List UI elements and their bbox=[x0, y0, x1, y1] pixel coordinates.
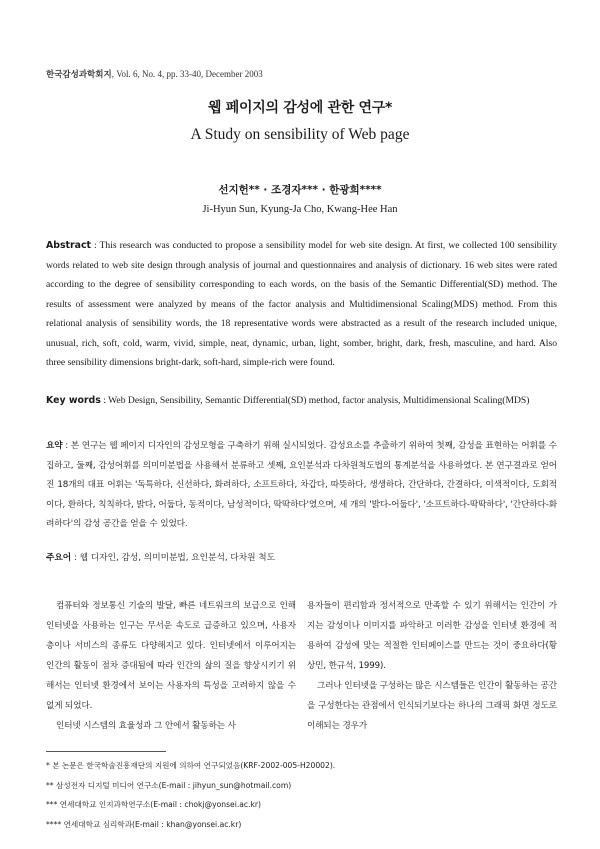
keywords-english bbox=[46, 392, 557, 410]
journal-citation bbox=[46, 68, 263, 80]
journal-name: 한국감성과학회지 bbox=[46, 70, 112, 80]
abstract-english bbox=[46, 236, 557, 373]
title-korean: 웹 페이지의 감성에 관한 연구* bbox=[207, 100, 392, 116]
journal-volume-info: , Vol. 6, No. 4, pp. 33-40, December 2003 bbox=[111, 69, 263, 79]
keywords-english-label: Key words bbox=[46, 395, 101, 406]
footnote-author-1: ** 삼성전자 디지털 미디어 연구소(E-mail : jihyun_sun@hotmail.com) bbox=[46, 780, 292, 790]
keywords-english-text: : Web Design, Sensibility, Semantic Differential(SD) method, factor analysis, Multidimensional Scaling(MDS) bbox=[100, 395, 530, 406]
abstract-english-text: : This research was conducted to propose a sensibility model for web site design. At first, we collected 100 sensibility words related to web site design through analysis of journal and questionnaires and analysis of dictionary. 16 web sites were rated according to the degree of sensibility corresponding to each words, on the basis of the Semantic Differential(SD) method. The results of assessment were analyzed by means of the factor analysis and Multidimensional Scaling(MDS) method. From this relational analysis of sensibility words, the 18 representative words were abstracted as a result of the research included unique, unusual, rich, soft, cold, warm, vivid, simple, neat, dynamic, urban, light, somber, bright, dark, fresh, masculine, and hard. Also three sensibility dimensions bright-dark, soft-hard, simple-rich were found. bbox=[46, 240, 557, 368]
keywords-korean bbox=[46, 549, 557, 568]
body-right-column bbox=[307, 596, 557, 736]
body-paragraph: 용자들이 편리함과 정서적으로 만족할 수 있기 위해서는 인간이 가지는 감성이나 이미지를 파악하고 이러한 감성을 인터넷 환경에 적용하여 감성에 맞는 적절한 인터페이스를 만드는 것이 중요하다(황상민, 한규석, 1999). bbox=[307, 601, 557, 671]
authors-english: Ji-Hyun Sun, Kyung-Ja Cho, Kwang-Hee Han bbox=[202, 204, 398, 215]
abstract-english-label: Abstract bbox=[46, 240, 92, 251]
title-english: A Study on sensibility of Web page bbox=[190, 126, 410, 143]
body-paragraph: 인터넷 시스템의 효율성과 그 안에서 활동하는 사 bbox=[56, 721, 236, 731]
footnote-divider bbox=[46, 751, 166, 752]
body-left-column bbox=[46, 596, 296, 736]
footnote-author-3: **** 연세대학교 심리학과(E-mail : khan@yonsei.ac.kr) bbox=[46, 819, 242, 829]
footnote-funding: * 본 논문은 한국학술진흥재단의 지원에 의하여 연구되었음(KRF-2002-005-H20002). bbox=[46, 761, 336, 770]
footnotes bbox=[46, 756, 557, 834]
abstract-korean bbox=[46, 437, 557, 535]
body-paragraph: 컴퓨터와 정보통신 기술의 발달, 빠른 네트워크의 보급으로 인해 인터넷을 사용하는 인구는 무서운 속도로 급증하고 있으며, 사용자 층이나 서비스의 종류도 다양해지고 있다. 인터넷에서 이루어지는 인간의 활동이 점차 증대됨에 따라 인간의 삶의 질을 향상시키기 위해서는 인터넷 환경에서 보이는 사용자의 특성을 고려하지 않을 수 없게 되었다. bbox=[46, 601, 296, 711]
abstract-korean-label: 요약 bbox=[46, 441, 63, 451]
keywords-korean-text: : 웹 디자인, 감성, 의미미분법, 요인분석, 다차원 척도 bbox=[71, 553, 276, 563]
footnote-author-2: *** 연세대학교 인지과학연구소(E-mail : chokj@yonsei.ac.kr) bbox=[46, 800, 261, 809]
authors-korean: 선지헌** · 조경자*** · 한광희**** bbox=[218, 184, 382, 196]
abstract-korean-text: : 본 연구는 웹 페이지 디자인의 감성모형을 구축하기 위해 실시되었다. 감성요소를 추출하기 위하여 첫째, 감성을 표현하는 어휘를 수집하고, 둘째, 감성어휘를 의미미분법을 사용해서 분류하고 셋째, 요인분석과 다차원척도법의 통계분석을 사용하였다. 본 연구결과로 얻어진 18개의 대표 어휘는 '독특하다, 신선하다, 화려하다, 소프트하다, 차갑다, 따뜻하다, 생생하다, 간단하다, 간결하다, 이색적이다, 도회적이다, 환하다, 칙칙하다, 밝다, 어둡다, 동적이다, 남성적이다, 딱딱하다'였으며, 세 개의 '밝다-어둡다', '소프트하다-딱딱하다', '간단하다-화려하다'의 감성 공간을 얻을 수 있었다. bbox=[46, 441, 557, 529]
body-paragraph: 그러나 인터넷을 구성하는 많은 시스템들은 인간이 활동하는 공간을 구성한다는 관점에서 인식되기보다는 하나의 그래픽 화면 정도로 이해되는 경우가 bbox=[307, 681, 557, 731]
keywords-korean-label: 주요어 bbox=[46, 553, 72, 563]
